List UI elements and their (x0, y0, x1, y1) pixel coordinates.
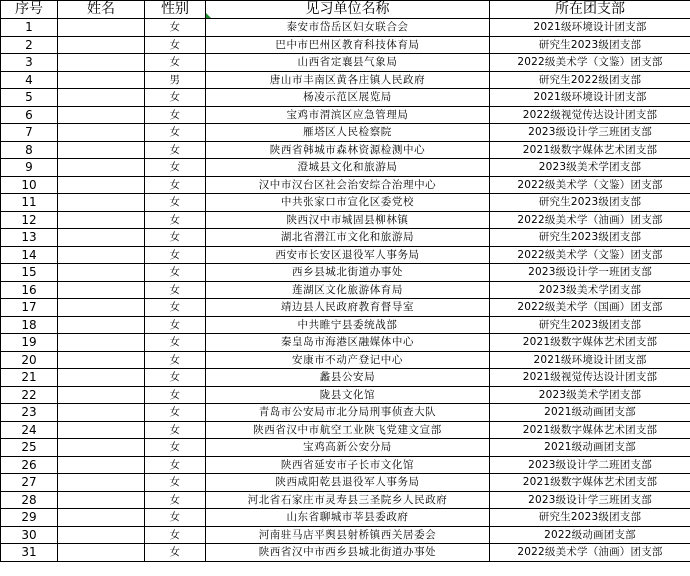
seq-cell[interactable]: 9 (1, 159, 58, 177)
seq-cell[interactable]: 23 (1, 404, 58, 422)
table-row (1, 334, 690, 352)
seq-cell[interactable]: 29 (1, 509, 58, 527)
seq-cell[interactable]: 15 (1, 264, 58, 282)
branch-cell[interactable]: 2023级美术学团支部 (490, 159, 690, 177)
name-cell[interactable] (58, 299, 145, 317)
branch-cell[interactable]: 2021级数字媒体艺术团支部 (490, 141, 690, 159)
gender-cell[interactable]: 女 (145, 281, 206, 299)
unit-cell[interactable]: 中共睢宁县委统战部 (206, 316, 490, 334)
seq-cell[interactable]: 10 (1, 176, 58, 194)
seq-cell[interactable]: 7 (1, 124, 58, 142)
gender-cell[interactable]: 女 (145, 404, 206, 422)
seq-cell[interactable]: 2 (1, 36, 58, 54)
name-cell[interactable] (58, 54, 145, 72)
seq-cell[interactable]: 5 (1, 89, 58, 107)
unit-cell[interactable]: 陇县文化馆 (206, 386, 490, 404)
seq-cell[interactable]: 8 (1, 141, 58, 159)
gender-cell[interactable]: 女 (145, 526, 206, 544)
gender-cell[interactable]: 女 (145, 456, 206, 474)
gender-cell[interactable]: 女 (145, 334, 206, 352)
header-unit[interactable] (206, 1, 490, 19)
name-cell[interactable] (58, 316, 145, 334)
gender-cell[interactable]: 女 (145, 386, 206, 404)
table-row (1, 544, 690, 562)
unit-cell[interactable]: 陕西咸阳乾县退役军人事务局 (206, 474, 490, 492)
name-cell[interactable] (58, 439, 145, 457)
unit-cell[interactable]: 汉中市汉台区社会治安综合治理中心 (206, 176, 490, 194)
branch-cell[interactable]: 2023级设计学一班团支部 (490, 264, 690, 282)
branch-cell[interactable]: 2022级美术学（文鉴）团支部 (490, 246, 690, 264)
seq-cell[interactable]: 14 (1, 246, 58, 264)
unit-cell[interactable]: 陕西汉中市城固县柳林镇 (206, 211, 490, 229)
header-row (1, 1, 690, 19)
name-cell[interactable] (58, 246, 145, 264)
branch-cell[interactable]: 2021级环境设计团支部 (490, 19, 690, 37)
gender-cell[interactable]: 女 (145, 544, 206, 562)
unit-cell[interactable]: 靖边县人民政府教育督导室 (206, 299, 490, 317)
gender-cell[interactable]: 女 (145, 19, 206, 37)
branch-cell[interactable]: 2021级环境设计团支部 (490, 89, 690, 107)
name-cell[interactable] (58, 509, 145, 527)
unit-cell[interactable]: 宝鸡高新公安分局 (206, 439, 490, 457)
seq-cell[interactable]: 31 (1, 544, 58, 562)
seq-cell[interactable]: 30 (1, 526, 58, 544)
unit-cell[interactable]: 陕西省汉中市西乡县城北街道办事处 (206, 544, 490, 562)
cell-comment-marker (206, 13, 211, 18)
seq-cell[interactable]: 12 (1, 211, 58, 229)
unit-cell[interactable]: 湖北省潜江市文化和旅游局 (206, 229, 490, 247)
name-cell[interactable] (58, 351, 145, 369)
name-cell[interactable] (58, 491, 145, 509)
name-cell[interactable] (58, 89, 145, 107)
name-cell[interactable] (58, 404, 145, 422)
unit-cell[interactable]: 澄城县文化和旅游局 (206, 159, 490, 177)
name-cell[interactable] (58, 194, 145, 212)
unit-cell[interactable]: 青岛市公安局市北分局刑事侦查大队 (206, 404, 490, 422)
table-row (1, 211, 690, 229)
seq-cell[interactable]: 18 (1, 316, 58, 334)
branch-cell[interactable]: 研究生2023级团支部 (490, 509, 690, 527)
unit-cell[interactable]: 河北省石家庄市灵寿县三圣院乡人民政府 (206, 491, 490, 509)
branch-cell[interactable]: 2023级设计学三班团支部 (490, 491, 690, 509)
table-row (1, 176, 690, 194)
table-row (1, 351, 690, 369)
name-cell[interactable] (58, 141, 145, 159)
gender-cell[interactable]: 女 (145, 246, 206, 264)
branch-cell[interactable]: 2023级美术学团支部 (490, 386, 690, 404)
gender-cell[interactable]: 女 (145, 124, 206, 142)
name-cell[interactable] (58, 36, 145, 54)
gender-cell[interactable]: 女 (145, 439, 206, 457)
name-cell[interactable] (58, 176, 145, 194)
gender-cell[interactable]: 女 (145, 264, 206, 282)
table-row (1, 386, 690, 404)
branch-cell[interactable]: 2021级数字媒体艺术团支部 (490, 421, 690, 439)
seq-cell[interactable]: 21 (1, 369, 58, 387)
branch-cell[interactable]: 2023级设计学二班团支部 (490, 456, 690, 474)
name-cell[interactable] (58, 544, 145, 562)
unit-cell[interactable]: 蠡县公安局 (206, 369, 490, 387)
unit-cell[interactable]: 陕西省汉中市航空工业陕飞党建文宣部 (206, 421, 490, 439)
seq-cell[interactable]: 24 (1, 421, 58, 439)
table-row (1, 316, 690, 334)
seq-cell[interactable]: 17 (1, 299, 58, 317)
branch-cell[interactable]: 2022级美术学（油画）团支部 (490, 211, 690, 229)
seq-cell[interactable]: 6 (1, 106, 58, 124)
seq-cell[interactable]: 1 (1, 19, 58, 37)
unit-cell[interactable]: 莲湖区文化旅游体育局 (206, 281, 490, 299)
name-cell[interactable] (58, 159, 145, 177)
branch-cell[interactable]: 2021级动画团支部 (490, 404, 690, 422)
gender-cell[interactable]: 女 (145, 351, 206, 369)
gender-cell[interactable]: 女 (145, 491, 206, 509)
name-cell[interactable] (58, 386, 145, 404)
unit-cell[interactable]: 中共张家口市宣化区委党校 (206, 194, 490, 212)
name-cell[interactable] (58, 281, 145, 299)
gender-cell[interactable]: 女 (145, 229, 206, 247)
branch-cell[interactable]: 2021级数字媒体艺术团支部 (490, 474, 690, 492)
gender-cell[interactable]: 女 (145, 36, 206, 54)
table-row (1, 71, 690, 89)
table-row (1, 89, 690, 107)
branch-cell[interactable]: 2022级视觉传达设计团支部 (490, 106, 690, 124)
unit-cell[interactable]: 陕西省韩城市森林资源检测中心 (206, 141, 490, 159)
table-row (1, 526, 690, 544)
branch-cell[interactable]: 2023级设计学三班团支部 (490, 124, 690, 142)
unit-cell[interactable]: 西乡县城北街道办事处 (206, 264, 490, 282)
seq-cell[interactable]: 3 (1, 54, 58, 72)
branch-cell[interactable]: 研究生2023级团支部 (490, 194, 690, 212)
gender-cell[interactable]: 女 (145, 89, 206, 107)
header-unit-label: 见习单位名称 (305, 1, 390, 17)
seq-cell[interactable]: 27 (1, 474, 58, 492)
table-body (1, 19, 690, 562)
unit-cell[interactable]: 秦皇岛市海港区融媒体中心 (206, 334, 490, 352)
branch-cell[interactable]: 2021级数字媒体艺术团支部 (490, 334, 690, 352)
branch-cell[interactable]: 研究生2023级团支部 (490, 316, 690, 334)
table-row (1, 106, 690, 124)
name-cell[interactable] (58, 211, 145, 229)
name-cell[interactable] (58, 264, 145, 282)
branch-cell[interactable]: 2021级环境设计团支部 (490, 351, 690, 369)
table-row (1, 509, 690, 527)
table-row (1, 124, 690, 142)
gender-cell[interactable]: 女 (145, 159, 206, 177)
table-row (1, 299, 690, 317)
branch-cell[interactable]: 研究生2022级团支部 (490, 71, 690, 89)
header-gender[interactable]: 性别 (145, 1, 206, 19)
unit-cell[interactable]: 西安市长安区退役军人事务局 (206, 246, 490, 264)
gender-cell[interactable]: 女 (145, 176, 206, 194)
seq-cell[interactable]: 28 (1, 491, 58, 509)
header-seq[interactable]: 序号 (1, 1, 58, 19)
table-row (1, 421, 690, 439)
unit-cell[interactable]: 杨凌示范区展览局 (206, 89, 490, 107)
seq-cell[interactable]: 4 (1, 71, 58, 89)
name-cell[interactable] (58, 71, 145, 89)
branch-cell[interactable]: 2022级美术学（油画）团支部 (490, 544, 690, 562)
table-row (1, 246, 690, 264)
seq-cell[interactable]: 13 (1, 229, 58, 247)
branch-cell[interactable]: 研究生2023级团支部 (490, 36, 690, 54)
name-cell[interactable] (58, 334, 145, 352)
gender-cell[interactable]: 女 (145, 509, 206, 527)
gender-cell[interactable]: 女 (145, 194, 206, 212)
table-row (1, 229, 690, 247)
name-cell[interactable] (58, 456, 145, 474)
name-cell[interactable] (58, 124, 145, 142)
name-cell[interactable] (58, 106, 145, 124)
table-row (1, 369, 690, 387)
header-name[interactable]: 姓名 (58, 1, 145, 19)
branch-cell[interactable]: 研究生2023级团支部 (490, 229, 690, 247)
seq-cell[interactable]: 11 (1, 194, 58, 212)
unit-cell[interactable]: 雁塔区人民检察院 (206, 124, 490, 142)
gender-cell[interactable]: 女 (145, 141, 206, 159)
unit-cell[interactable]: 巴中市巴州区教育科技体育局 (206, 36, 490, 54)
table-header (1, 1, 690, 19)
seq-cell[interactable]: 16 (1, 281, 58, 299)
unit-cell[interactable]: 宝鸡市渭滨区应急管理局 (206, 106, 490, 124)
branch-cell[interactable]: 2021级视觉传达设计团支部 (490, 369, 690, 387)
unit-cell[interactable]: 唐山市丰南区黄各庄镇人民政府 (206, 71, 490, 89)
gender-cell[interactable]: 女 (145, 369, 206, 387)
table-row (1, 404, 690, 422)
branch-cell[interactable]: 2022级美术学（国画）团支部 (490, 299, 690, 317)
table-row (1, 36, 690, 54)
table-row (1, 491, 690, 509)
unit-cell[interactable]: 泰安市岱岳区妇女联合会 (206, 19, 490, 37)
name-cell[interactable] (58, 229, 145, 247)
table-row (1, 456, 690, 474)
name-cell[interactable] (58, 369, 145, 387)
gender-cell[interactable]: 女 (145, 421, 206, 439)
table-row (1, 264, 690, 282)
table-row (1, 54, 690, 72)
name-cell[interactable] (58, 19, 145, 37)
gender-cell[interactable]: 女 (145, 316, 206, 334)
branch-cell[interactable]: 2022级动画团支部 (490, 526, 690, 544)
unit-cell[interactable]: 山西省定襄县气象局 (206, 54, 490, 72)
unit-cell[interactable]: 山东省聊城市莘县委政府 (206, 509, 490, 527)
table-row (1, 19, 690, 37)
gender-cell[interactable]: 女 (145, 106, 206, 124)
gender-cell[interactable]: 女 (145, 211, 206, 229)
seq-cell[interactable]: 20 (1, 351, 58, 369)
unit-cell[interactable]: 安康市不动产登记中心 (206, 351, 490, 369)
table-row (1, 141, 690, 159)
gender-cell[interactable]: 男 (145, 71, 206, 89)
branch-cell[interactable]: 2023级美术学团支部 (490, 281, 690, 299)
branch-cell[interactable]: 2022级美术学（文鉴）团支部 (490, 54, 690, 72)
gender-cell[interactable]: 女 (145, 299, 206, 317)
unit-cell[interactable]: 陕西省延安市子长市文化馆 (206, 456, 490, 474)
unit-cell[interactable]: 河南驻马店平舆县射桥镇西关居委会 (206, 526, 490, 544)
gender-cell[interactable]: 女 (145, 474, 206, 492)
seq-cell[interactable]: 26 (1, 456, 58, 474)
name-cell[interactable] (58, 421, 145, 439)
name-cell[interactable] (58, 474, 145, 492)
header-branch[interactable]: 所在团支部 (490, 1, 690, 19)
branch-cell[interactable]: 2022级美术学（文鉴）团支部 (490, 176, 690, 194)
table-row (1, 439, 690, 457)
table-row (1, 194, 690, 212)
table-row (1, 281, 690, 299)
name-cell[interactable] (58, 526, 145, 544)
seq-cell[interactable]: 25 (1, 439, 58, 457)
seq-cell[interactable]: 19 (1, 334, 58, 352)
table-row (1, 159, 690, 177)
seq-cell[interactable]: 22 (1, 386, 58, 404)
branch-cell[interactable]: 2021级动画团支部 (490, 439, 690, 457)
gender-cell[interactable]: 女 (145, 54, 206, 72)
table-row (1, 474, 690, 492)
